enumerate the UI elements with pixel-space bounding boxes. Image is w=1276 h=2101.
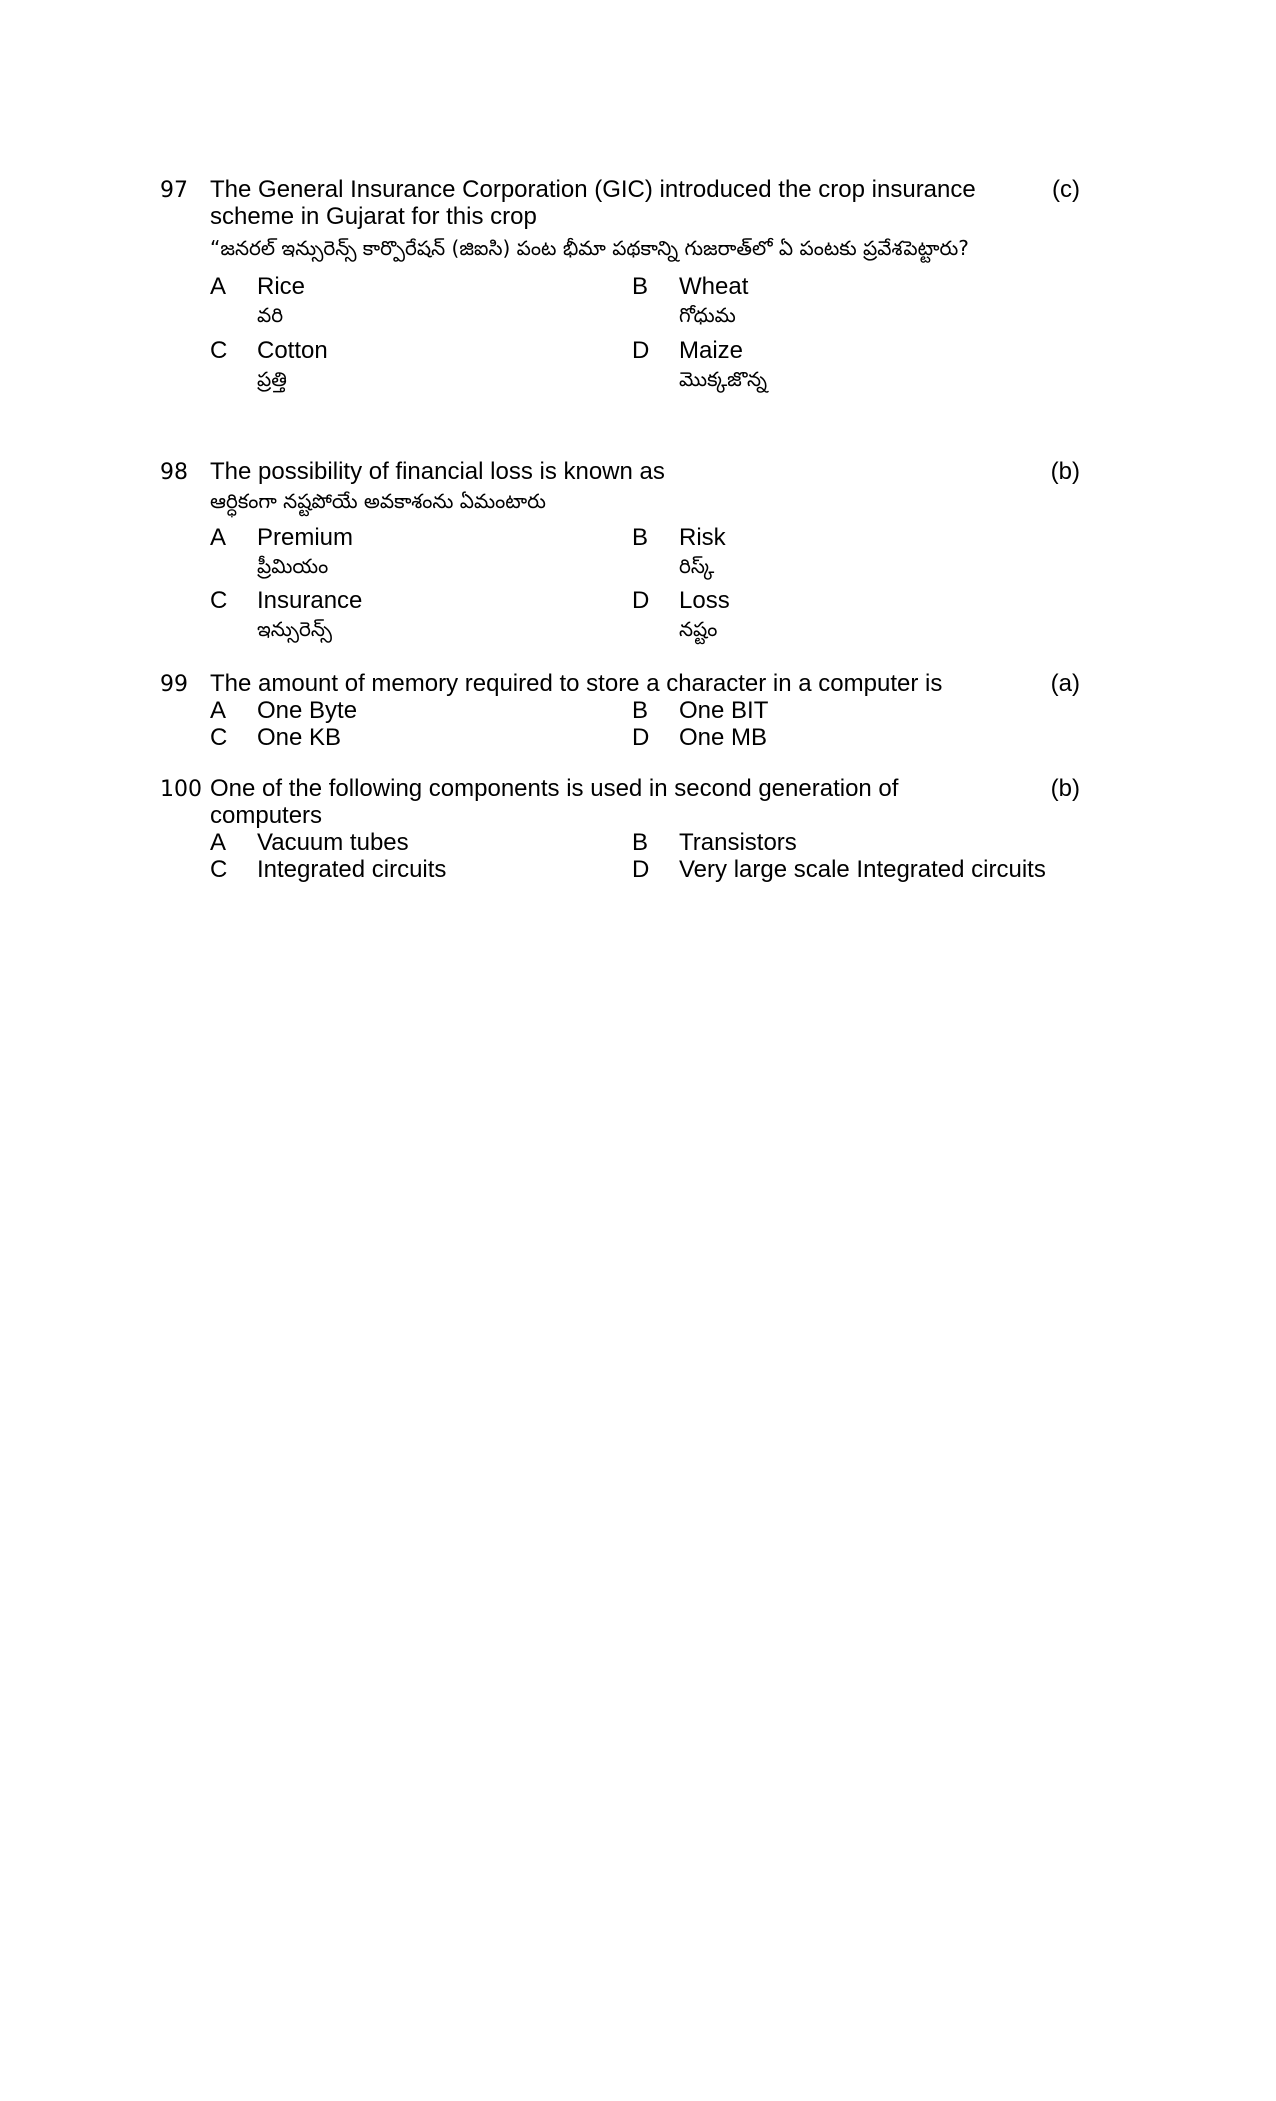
option-text-te: ఇన్సురెన్స్ xyxy=(257,617,333,641)
option-letter: A xyxy=(210,697,227,724)
question-number: 100 xyxy=(160,777,202,802)
answer-key: (c) xyxy=(1052,176,1080,203)
option-text-en: Wheat xyxy=(679,273,749,300)
option-letter: B xyxy=(632,829,649,856)
option-text-en: Maize xyxy=(679,337,744,364)
option-text-te: నష్టం xyxy=(679,617,718,641)
question-text-en: The possibility of financial loss is known as xyxy=(210,458,665,485)
question-number: 97 xyxy=(160,178,188,203)
option-letter: B xyxy=(632,524,649,551)
option-text-en: Premium xyxy=(257,524,354,551)
options-grid xyxy=(210,273,1050,403)
question-body xyxy=(210,458,1000,654)
option-letter: C xyxy=(210,856,228,883)
option-letter: A xyxy=(210,829,227,856)
option-text-en: One Byte xyxy=(257,697,358,724)
option-text-en: Risk xyxy=(679,524,726,551)
option-letter: D xyxy=(632,337,650,364)
option-text-en: Insurance xyxy=(257,587,363,614)
question-97 xyxy=(160,176,1090,426)
question-number: 98 xyxy=(160,460,188,485)
options-grid xyxy=(210,829,1050,885)
option-text-te: ప్రత్తి xyxy=(257,367,287,391)
option-letter: B xyxy=(632,273,649,300)
answer-key: (b) xyxy=(1050,458,1080,485)
option-letter: C xyxy=(210,337,228,364)
options-grid xyxy=(210,524,1050,654)
option-text-te: ప్రీమియం xyxy=(257,554,329,578)
answer-key: (b) xyxy=(1050,775,1080,802)
option-letter: B xyxy=(632,697,649,724)
question-text-te: “జనరల్ ఇన్సురెన్స్ కార్పొరేషన్ (జిఐసి) పంట భీమా పథకాన్ని గుజరాత్‌లో ఏ పంటకు ప్రవేశపెట్టారు? xyxy=(210,236,969,260)
question-text-en: One of the following components is used in second generation of computers xyxy=(210,775,899,829)
option-letter: A xyxy=(210,524,227,551)
question-body xyxy=(210,176,1000,403)
option-text-en: Vacuum tubes xyxy=(257,829,409,856)
option-text-te: గోధుమ xyxy=(679,303,736,327)
question-99 xyxy=(160,670,1090,760)
option-text-en: One BIT xyxy=(679,697,769,724)
option-text-en: Rice xyxy=(257,273,306,300)
question-text-en: The amount of memory required to store a character in a computer is xyxy=(210,670,943,697)
question-text-te: ఆర్ధికంగా నష్టపోయే అవకాశంను ఏమంటారు xyxy=(210,489,546,513)
option-letter: A xyxy=(210,273,227,300)
option-text-te: వరి xyxy=(257,303,284,327)
question-body xyxy=(210,775,1046,885)
option-letter: D xyxy=(632,587,650,614)
option-text-en: Very large scale Integrated circuits xyxy=(679,856,1046,883)
option-letter: D xyxy=(632,724,650,751)
option-text-te: మొక్కజొన్న xyxy=(679,367,767,391)
options-grid xyxy=(210,697,1050,753)
option-letter: C xyxy=(210,587,228,614)
option-text-en: Transistors xyxy=(679,829,797,856)
option-text-en: One MB xyxy=(679,724,768,751)
option-text-te: రిస్క్ xyxy=(679,554,715,578)
question-body xyxy=(210,670,1000,753)
question-98 xyxy=(160,458,1090,648)
option-text-en: Loss xyxy=(679,587,730,614)
option-letter: C xyxy=(210,724,228,751)
question-number: 99 xyxy=(160,672,188,697)
answer-key: (a) xyxy=(1050,670,1080,697)
option-text-en: One KB xyxy=(257,724,342,751)
question-text-en: The General Insurance Corporation (GIC) introduced the crop insurance scheme in Gujarat for this crop xyxy=(210,176,976,230)
option-text-en: Cotton xyxy=(257,337,328,364)
question-100 xyxy=(160,775,1090,883)
option-text-en: Integrated circuits xyxy=(257,856,447,883)
option-letter: D xyxy=(632,856,650,883)
